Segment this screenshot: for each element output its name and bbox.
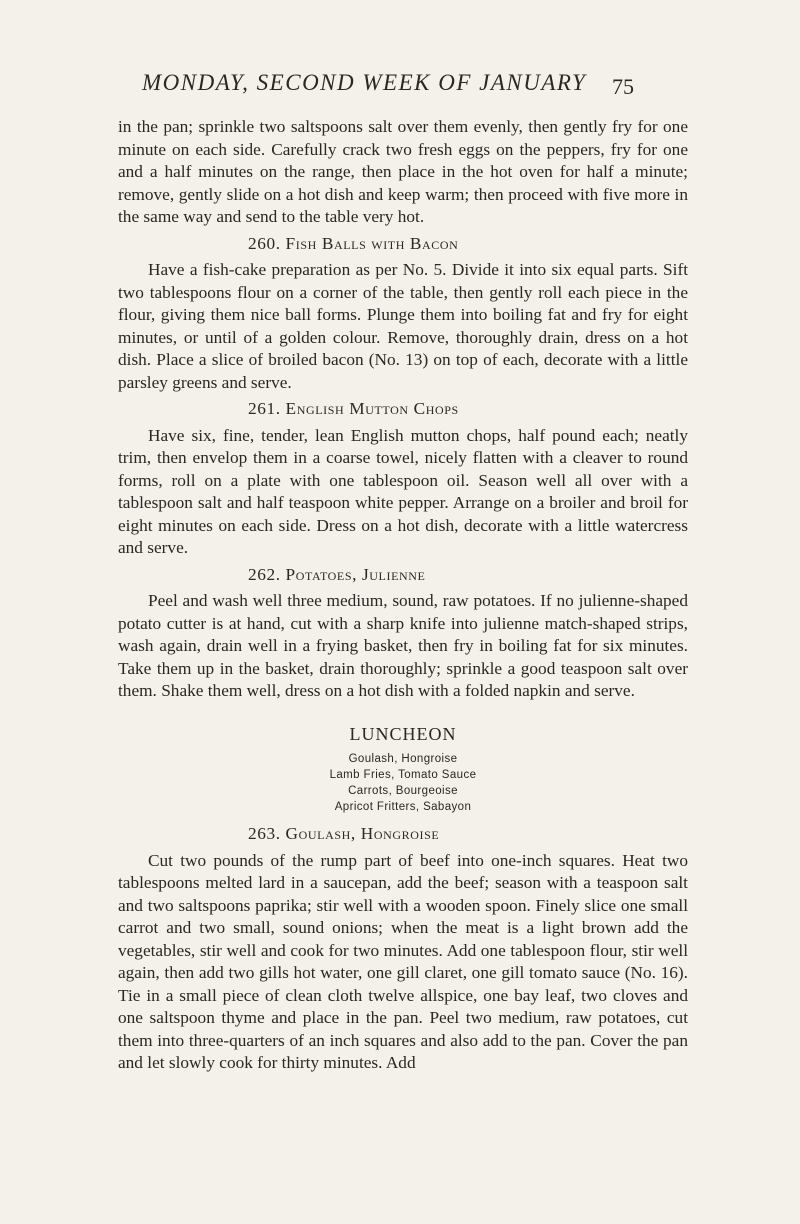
recipe-heading-262: 262. Potatoes, Julienne: [248, 564, 426, 584]
continued-paragraph: in the pan; sprinkle two saltspoons salt over them evenly, then gently fry for one minute on each side. Carefully crack two fresh eggs on the peppers, fry for one and a half minutes on the range, then place in the hot oven for half a minute; remove, gently slide on a hot dish and keep warm; then proceed with five more in the same way and send to the table very hot.: [118, 117, 688, 226]
luncheon-menu: [118, 751, 688, 815]
recipe-text-261: Have six, fine, tender, lean English mutton chops, half pound each; neatly trim, then envelop them in a coarse towel, nicely flatten with a cleaver to round forms, roll on a plate with one tablespoon oil. Season well all over with a tablespoon salt and half teaspoon white pepper. Arrange on a broiler and broil for eight minutes on each side. Dress on a hot dish, decorate with a little watercress and serve.: [118, 425, 688, 557]
recipe-text-263: Cut two pounds of the rump part of beef into one-inch squares. Heat two tablespoons melted lard in a saucepan, add the beef; season with a teaspoon salt and two saltspoons paprika; stir well with a wooden spoon. Finely slice one small carrot and two small, sound onions; when the meat is a light brown add the vegetables, stir well and cook for two minutes. Add one tablespoon flour, stir well again, then add two gills hot water, one gill claret, one gill tomato sauce (No. 16). Tie in a small piece of clean cloth twelve allspice, one bay leaf, two cloves and one saltspoon thyme and place in the pan. Peel two medium, raw potatoes, cut them into three-quarters of an inch squares and also add to the pan. Cover the pan and let slowly cook for thirty minutes. Add: [118, 850, 688, 1072]
menu-item: Goulash, Hongroise: [348, 753, 458, 765]
recipe-heading-260: 260. Fish Balls with Bacon: [248, 233, 459, 253]
running-head: [0, 62, 800, 102]
recipe-heading-261: 261. English Mutton Chops: [248, 399, 459, 418]
menu-item: Carrots, Bourgeoise: [348, 785, 458, 797]
menu-item: Lamb Fries, Tomato Sauce: [329, 769, 477, 781]
menu-item: Apricot Fritters, Sabayon: [334, 801, 472, 813]
page-number: 75: [612, 74, 634, 99]
page-body: [118, 116, 688, 1075]
recipe-heading-263: 263. Goulash, Hongroise: [248, 824, 440, 843]
luncheon-heading: LUNCHEON: [349, 723, 457, 744]
running-title: MONDAY, SECOND WEEK OF JANUARY: [142, 70, 587, 95]
recipe-text-260: Have a fish-cake preparation as per No. 5. Divide it into six equal parts. Sift two tablespoons flour on a corner of the table, then gently roll each piece in the flour, giving them nice ball forms. Plunge them into boiling fat and fry for eight minutes, or until of a golden colour. Remove, thoroughly drain, dress on a hot dish. Place a slice of broiled bacon (No. 13) on top of each, decorate with a little parsley greens and serve.: [118, 260, 688, 392]
recipe-text-262: Peel and wash well three medium, sound, raw potatoes. If no julienne-shaped potato cutter is at hand, cut with a sharp knife into julienne match-shaped strips, wash again, drain well in a frying basket, then fry in boiling fat for six minutes. Take them up in the basket, drain thoroughly; sprinkle a good teaspoon salt over them. Shake them well, dress on a hot dish with a folded napkin and serve.: [118, 591, 688, 700]
